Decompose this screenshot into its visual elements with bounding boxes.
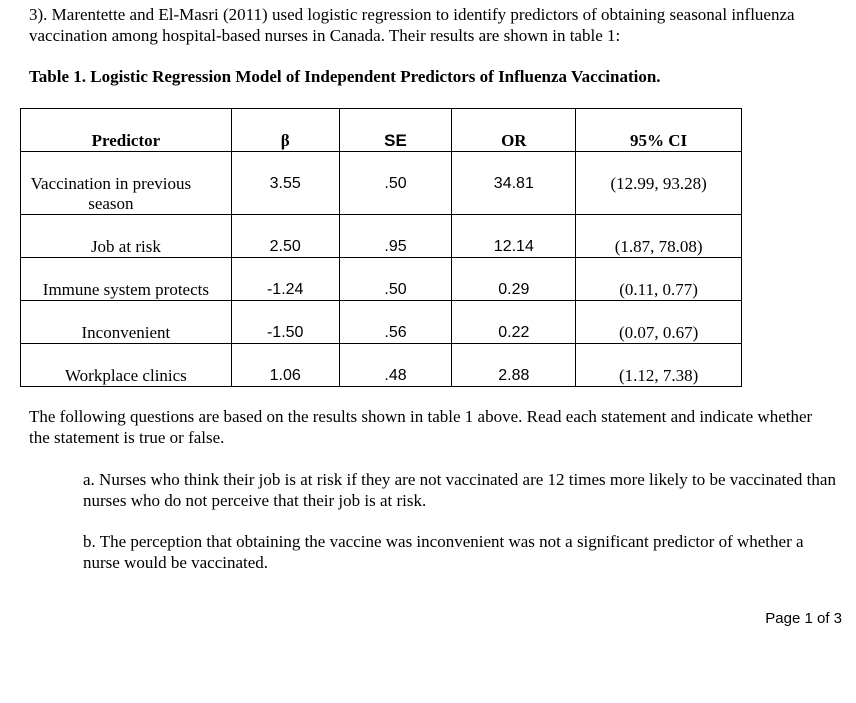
cell-predictor: Vaccination in previous season [21, 152, 232, 215]
header-se: SE [339, 109, 452, 152]
statement-a: a. Nurses who think their job is at risk if they are not vaccinated are 12 times more likely to be vaccinated than nurses who do not perceive that their job is at risk. [83, 470, 836, 510]
cell-beta: 3.55 [231, 152, 339, 215]
instructions-text: The following questions are based on the results shown in table 1 above. Read each statement and indicate whether the statement is true or false. [29, 407, 813, 447]
cell-or: 12.14 [452, 215, 576, 258]
cell-se: .50 [339, 152, 452, 215]
cell-predictor: Immune system protects [21, 258, 232, 301]
statement-b: b. The perception that obtaining the vaccine was inconvenient was not a significant predictor of whether a nurse would be vaccinated. [83, 532, 804, 572]
table-row [21, 215, 742, 258]
cell-ci: (1.12, 7.38) [576, 344, 742, 387]
table-header-row [21, 109, 742, 152]
cell-se: .50 [339, 258, 452, 301]
cell-se: .56 [339, 301, 452, 344]
table-row [21, 152, 742, 215]
cell-or: 34.81 [452, 152, 576, 215]
cell-se: .95 [339, 215, 452, 258]
table-row [21, 258, 742, 301]
cell-se: .48 [339, 344, 452, 387]
header-beta: β [231, 109, 339, 152]
cell-predictor: Workplace clinics [21, 344, 232, 387]
table-title: Table 1. Logistic Regression Model of Independent Predictors of Influenza Vaccination. [29, 67, 661, 86]
table-row [21, 301, 742, 344]
cell-beta: -1.50 [231, 301, 339, 344]
cell-or: 0.29 [452, 258, 576, 301]
cell-ci: (1.87, 78.08) [576, 215, 742, 258]
question-intro: 3). Marentette and El-Masri (2011) used logistic regression to identify predictors of obtaining seasonal influenza vaccination among hospital-based nurses in Canada. Their results are shown in table 1: [29, 5, 795, 45]
regression-table [20, 108, 742, 387]
cell-beta: -1.24 [231, 258, 339, 301]
cell-ci: (0.07, 0.67) [576, 301, 742, 344]
cell-ci: (0.11, 0.77) [576, 258, 742, 301]
cell-or: 2.88 [452, 344, 576, 387]
cell-ci: (12.99, 93.28) [576, 152, 742, 215]
cell-beta: 2.50 [231, 215, 339, 258]
cell-beta: 1.06 [231, 344, 339, 387]
header-ci: 95% CI [576, 109, 742, 152]
page-number: Page 1 of 3 [765, 610, 842, 627]
header-predictor: Predictor [21, 109, 232, 152]
cell-or: 0.22 [452, 301, 576, 344]
cell-predictor: Job at risk [21, 215, 232, 258]
header-or: OR [452, 109, 576, 152]
cell-predictor: Inconvenient [21, 301, 232, 344]
table-row [21, 344, 742, 387]
